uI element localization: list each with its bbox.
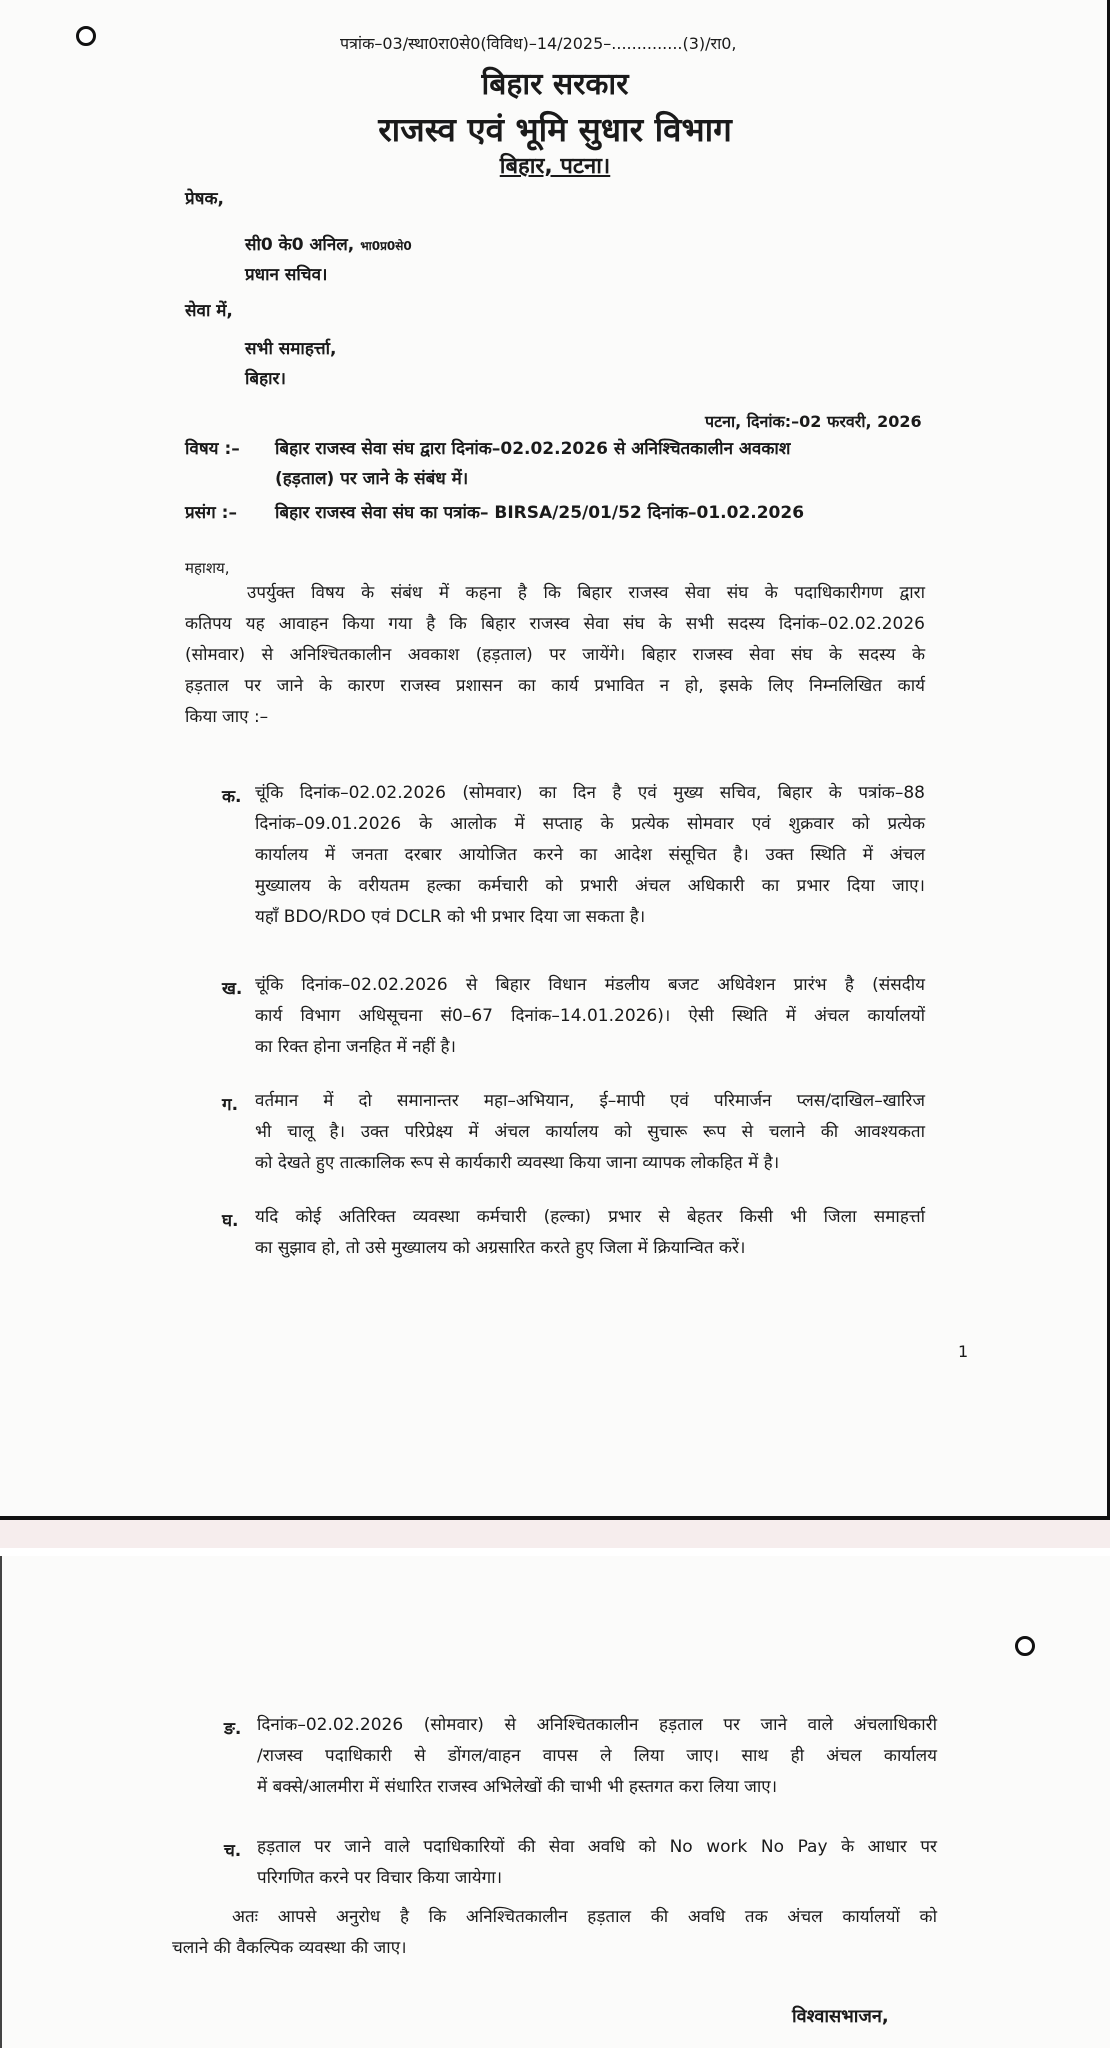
- closing-line: चलाने की वैकल्पिक व्यवस्था की जाए।: [172, 1938, 407, 1958]
- point-line: मुख्यालय के वरीयतम हल्का कर्मचारी को प्रभारी अंचल अधिकारी का प्रभार दिया जाए।: [255, 876, 925, 896]
- salutation: महाशय,: [185, 559, 230, 577]
- intro-line: (सोमवार) से अनिश्चितकालीन अवकाश (हड़ताल) पर जायेंगे। बिहार राजस्व सेवा संघ के सदस्य के: [185, 645, 925, 665]
- page-separator: [0, 1520, 1110, 1556]
- sender-block: [245, 232, 412, 255]
- point-line: कार्य विभाग अधिसूचना सं0–67 दिनांक–14.01.2026)। ऐसी स्थिति में अंचल कार्यालयों: [255, 1006, 925, 1026]
- point-nga-text: [257, 1710, 937, 1803]
- sender-name: सी0 के0 अनिल,: [245, 235, 355, 255]
- letter-page-2: [0, 1556, 1110, 2048]
- point-ka-text: [255, 778, 925, 933]
- point-kha-text: [255, 970, 925, 1063]
- point-line: भी चालू है। उक्त परिप्रेक्ष्य में अंचल कार्यालय को सुचारू रूप से चलाने की आवश्यकता: [255, 1122, 925, 1142]
- closing-paragraph: [172, 1902, 937, 1964]
- point-line: का रिक्त होना जनहित में नहीं है।: [255, 1037, 456, 1057]
- page-number: 1: [958, 1342, 969, 1361]
- point-ga-label: ग.: [222, 1095, 239, 1115]
- point-ka-label: क.: [222, 787, 242, 807]
- point-line: यहाँ BDO/RDO एवं DCLR को भी प्रभार दिया जा सकता है।: [255, 907, 646, 927]
- punch-hole-icon: [76, 26, 96, 46]
- intro-line: किया जाए :–: [185, 707, 269, 727]
- point-line: यदि कोई अतिरिक्त व्यवस्था कर्मचारी (हल्का) प्रभार से बेहतर किसी भी जिला समाहर्त्ता: [255, 1207, 925, 1227]
- point-gha-label: घ.: [222, 1211, 239, 1231]
- punch-hole-icon: [1015, 1636, 1035, 1656]
- point-cha-text: [257, 1832, 937, 1894]
- recipient-line-2: बिहार।: [245, 369, 286, 389]
- intro-line: उपर्युक्त विषय के संबंध में कहना है कि बिहार राजस्व सेवा संघ के पदाधिकारीगण द्वारा: [247, 583, 925, 603]
- subject-line-2: (हड़ताल) पर जाने के संबंध में।: [275, 469, 469, 489]
- point-line: चूंकि दिनांक–02.02.2026 से बिहार विधान मंडलीय बजट अधिवेशन प्रारंभ है (संसदीय: [255, 975, 925, 995]
- closing-line: अतः आपसे अनुरोध है कि अनिश्चितकालीन हड़ताल की अवधि तक अंचल कार्यालयों को: [232, 1907, 937, 1927]
- point-line: कार्यालय में जनता दरबार आयोजित करने का आदेश संसूचित है। उक्त स्थिति में अंचल: [255, 845, 925, 865]
- signoff: विश्वासभाजन,: [792, 2006, 889, 2027]
- point-line: दिनांक–02.02.2026 (सोमवार) से अनिश्चितकालीन हड़ताल पर जाने वाले अंचलाधिकारी: [257, 1715, 937, 1735]
- intro-line: कतिपय यह आवाहन किया गया है कि बिहार राजस्व सेवा संघ के सभी सदस्य दिनांक–02.02.2026: [185, 614, 925, 634]
- subject-label: विषय :–: [185, 439, 240, 459]
- sender-post: प्रधान सचिव।: [245, 265, 328, 285]
- point-line: चूंकि दिनांक–02.02.2026 (सोमवार) का दिन है एवं मुख्य सचिव, बिहार के पत्रांक–88: [255, 783, 925, 803]
- sender-label: प्रेषक,: [185, 189, 225, 209]
- point-line: /राजस्व पदाधिकारी से डोंगल/वाहन वापस ले लिया जाए। साथ ही अंचल कार्यालय: [257, 1746, 937, 1766]
- point-cha-label: च.: [224, 1841, 242, 1861]
- point-kha-label: ख.: [222, 979, 243, 999]
- point-line: दिनांक–09.01.2026 के आलोक में सप्ताह के प्रत्येक सोमवार एवं शुक्रवार को प्रत्येक: [255, 814, 925, 834]
- point-ga-text: [255, 1086, 925, 1179]
- separator-tint: [0, 1520, 1110, 1548]
- point-gha-text: [255, 1202, 925, 1264]
- place-heading: [0, 150, 1110, 180]
- recipient-line-1: सभी समाहर्त्ता,: [245, 339, 337, 359]
- point-line: वर्तमान में दो समानान्तर महा–अभियान, ई–मापी एवं परिमार्जन प्लस/दाखिल–खारिज: [255, 1091, 925, 1111]
- government-heading: बिहार सरकार: [481, 67, 629, 102]
- subject-line-1: बिहार राजस्व सेवा संघ द्वारा दिनांक–02.02.2026 से अनिश्चितकालीन अवकाश: [275, 439, 791, 459]
- reference-text: बिहार राजस्व सेवा संघ का पत्रांक– BIRSA/25/01/52 दिनांक–01.02.2026: [275, 503, 805, 523]
- letter-date: पटना, दिनांक:–02 फरवरी, 2026: [705, 412, 922, 431]
- point-nga-label: ङ.: [224, 1719, 242, 1739]
- intro-paragraph: [185, 578, 925, 733]
- point-line: में बक्से/आलमीरा में संधारित राजस्व अभिलेखों की चाभी भी हस्तगत करा लिया जाए।: [257, 1777, 778, 1797]
- point-line: को देखते हुए तात्कालिक रूप से कार्यकारी व्यवस्था किया जाना व्यापक लोकहित में है।: [255, 1153, 780, 1173]
- department-heading: राजस्व एवं भूमि सुधार विभाग: [378, 110, 732, 149]
- sender-service: भा0प्र0से0: [360, 239, 412, 253]
- place-text: बिहार, पटना।: [499, 154, 611, 179]
- point-line: हड़ताल पर जाने वाले पदाधिकारियों की सेवा अवधि को No work No Pay के आधार पर: [257, 1837, 937, 1857]
- point-line: परिगणित करने पर विचार किया जायेगा।: [257, 1868, 503, 1888]
- reference-number: पत्रांक–03/स्था0रा0से0(विविध)–14/2025–..............(3)/रा0,: [340, 34, 737, 53]
- reference-label: प्रसंग :–: [185, 503, 237, 523]
- recipient-label: सेवा में,: [185, 301, 233, 321]
- point-line: का सुझाव हो, तो उसे मुख्यालय को अग्रसारित करते हुए जिला में क्रियान्वित करें।: [255, 1238, 746, 1258]
- intro-line: हड़ताल पर जाने के कारण राजस्व प्रशासन का कार्य प्रभावित न हो, इसके लिए निम्नलिखित कार्य: [185, 676, 925, 696]
